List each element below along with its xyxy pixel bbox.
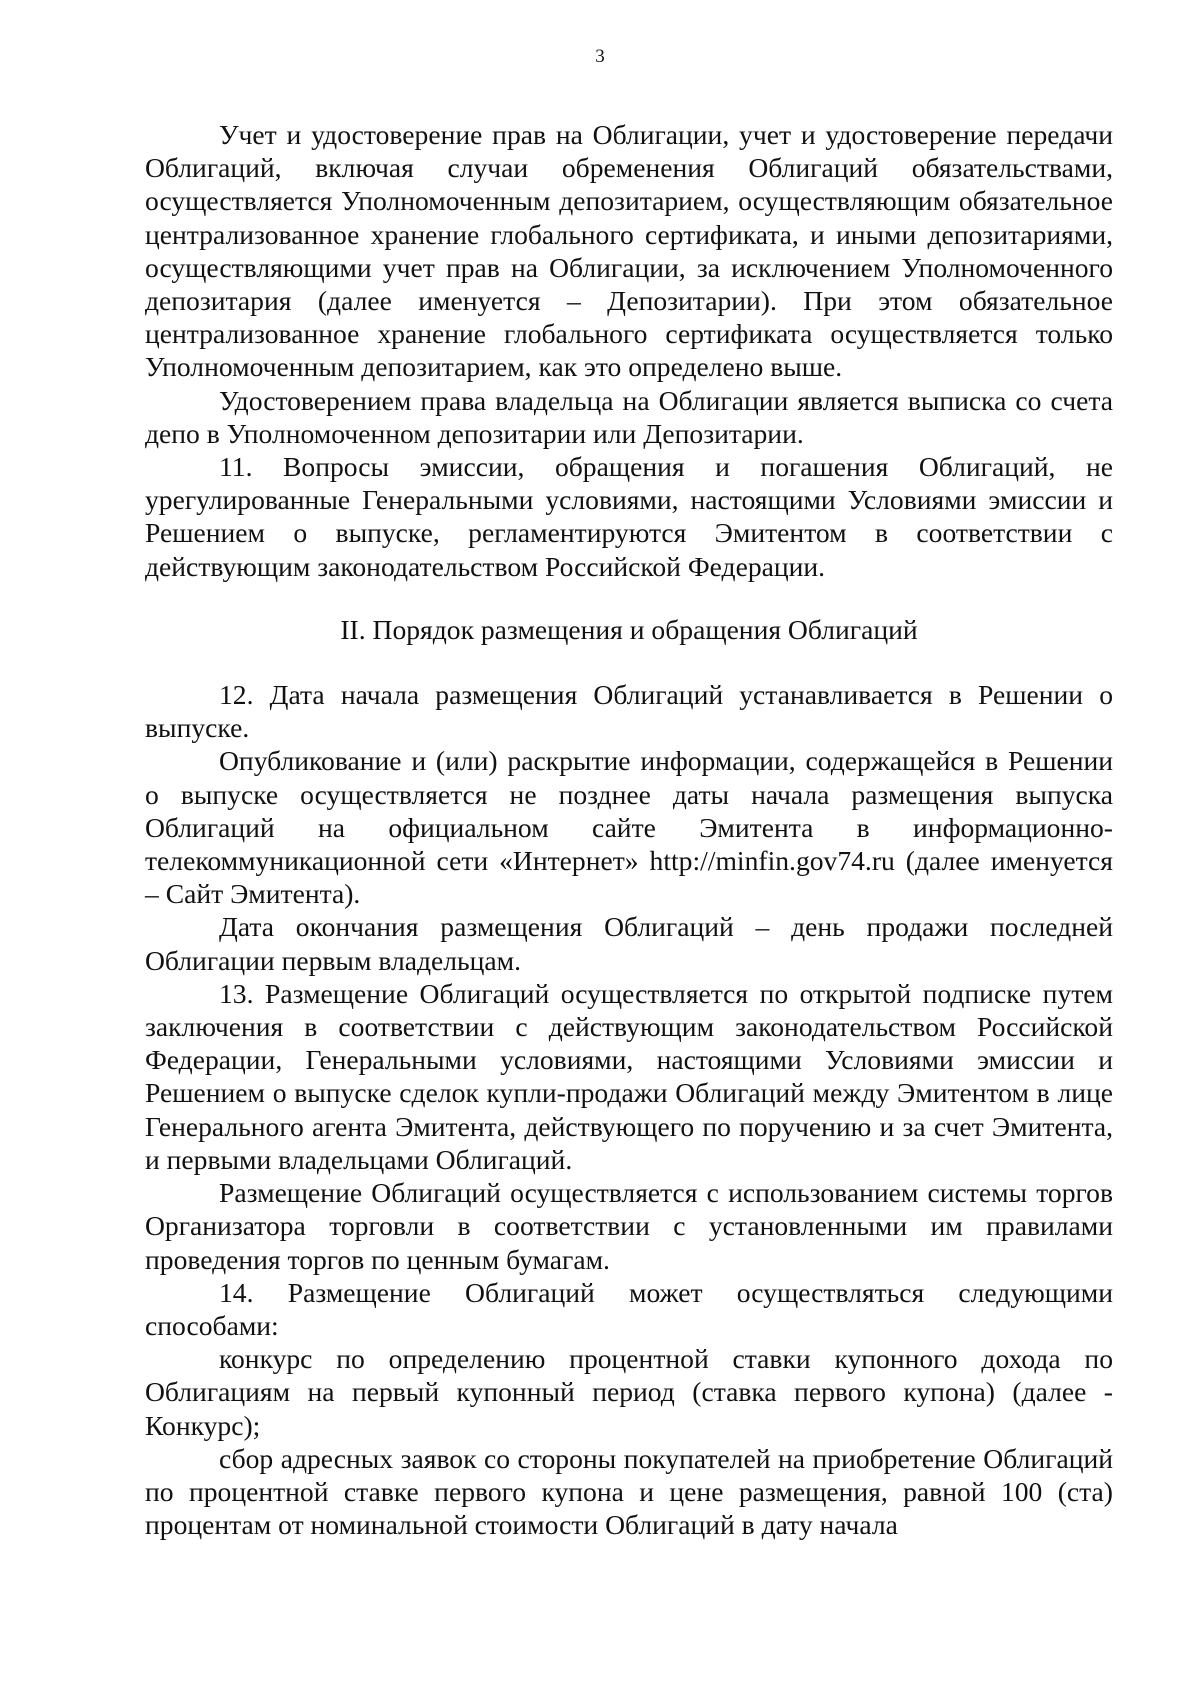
paragraph-item-14: 14. Размещение Облигаций может осуществляться следующими способами:: [145, 1276, 1113, 1341]
page-number: 3: [595, 46, 605, 67]
paragraph-item-13: 13. Размещение Облигаций осуществляется по открытой подписке путем заключения в соответствии с действующим законодательством Российской Федерации, Генеральными условиями, настоящими Условиями эмиссии и Решением о выпуске сделок купли-продажи Облигаций между Эмитентом в лице Генерального агента Эмитента, действующего по поручению и за счет Эмитента, и первыми владельцами Облигаций.: [145, 977, 1113, 1175]
paragraph-rights-certification: Удостоверением права владельца на Облигации является выписка со счета депо в Уполномоченном депозитарии или Депозитарии.: [145, 384, 1113, 449]
paragraph-placement-end: Дата окончания размещения Облигаций – день продажи последней Облигации первым владельцам.: [145, 911, 1113, 976]
paragraph-item-12: 12. Дата начала размещения Облигаций устанавливается в Решении о выпуске.: [145, 679, 1113, 744]
paragraph-rights-accounting: Учет и удостоверение прав на Облигации, учет и удостоверение передачи Облигаций, включая случаи обременения Облигаций обязательствами, осуществляется Уполномоченным депозитарием, осуществляющим обязательное централизованное хранение глобального сертификата, и иными депозитариями, осуществляющими учет прав на Облигации, за исключением Уполномоченного депозитария (далее именуется – Депозитарии). При этом обязательное централизованное хранение глобального сертификата осуществляется только Уполномоченным депозитарием, как это определено выше.: [145, 119, 1113, 383]
paragraph-item-11: 11. Вопросы эмиссии, обращения и погашения Облигаций, не урегулированные Генеральными условиями, настоящими Условиями эмиссии и Решением о выпуске, регламентируются Эмитентом в соответствии с действующим законодательством Российской Федерации.: [145, 451, 1113, 582]
paragraph-contest: конкурс по определению процентной ставки купонного дохода по Облигациям на первый купонный период (ставка первого купона) (далее - Конкурс);: [145, 1343, 1113, 1441]
document-body: [145, 118, 1113, 1541]
paragraph-trading-system: Размещение Облигаций осуществляется с использованием системы торгов Организатора торговли в соответствии с установленными им правилами проведения торгов по ценным бумагам.: [145, 1177, 1113, 1275]
section-heading: II. Порядок размещения и обращения Облигаций: [340, 613, 918, 645]
paragraph-publication: Опубликование и (или) раскрытие информации, содержащейся в Решении о выпуске осуществляется не позднее даты начала размещения выпуска Облигаций на официальном сайте Эмитента в информационно-телекоммуникационной сети «Интернет» http://minfin.gov74.ru (далее именуется – Сайт Эмитента).: [145, 745, 1113, 910]
paragraph-book-building: сбор адресных заявок со стороны покупателей на приобретение Облигаций по процентной ставке первого купона и цене размещения, равной 100 (ста) процентам от номинальной стоимости Облигаций в дату начала: [145, 1442, 1113, 1541]
